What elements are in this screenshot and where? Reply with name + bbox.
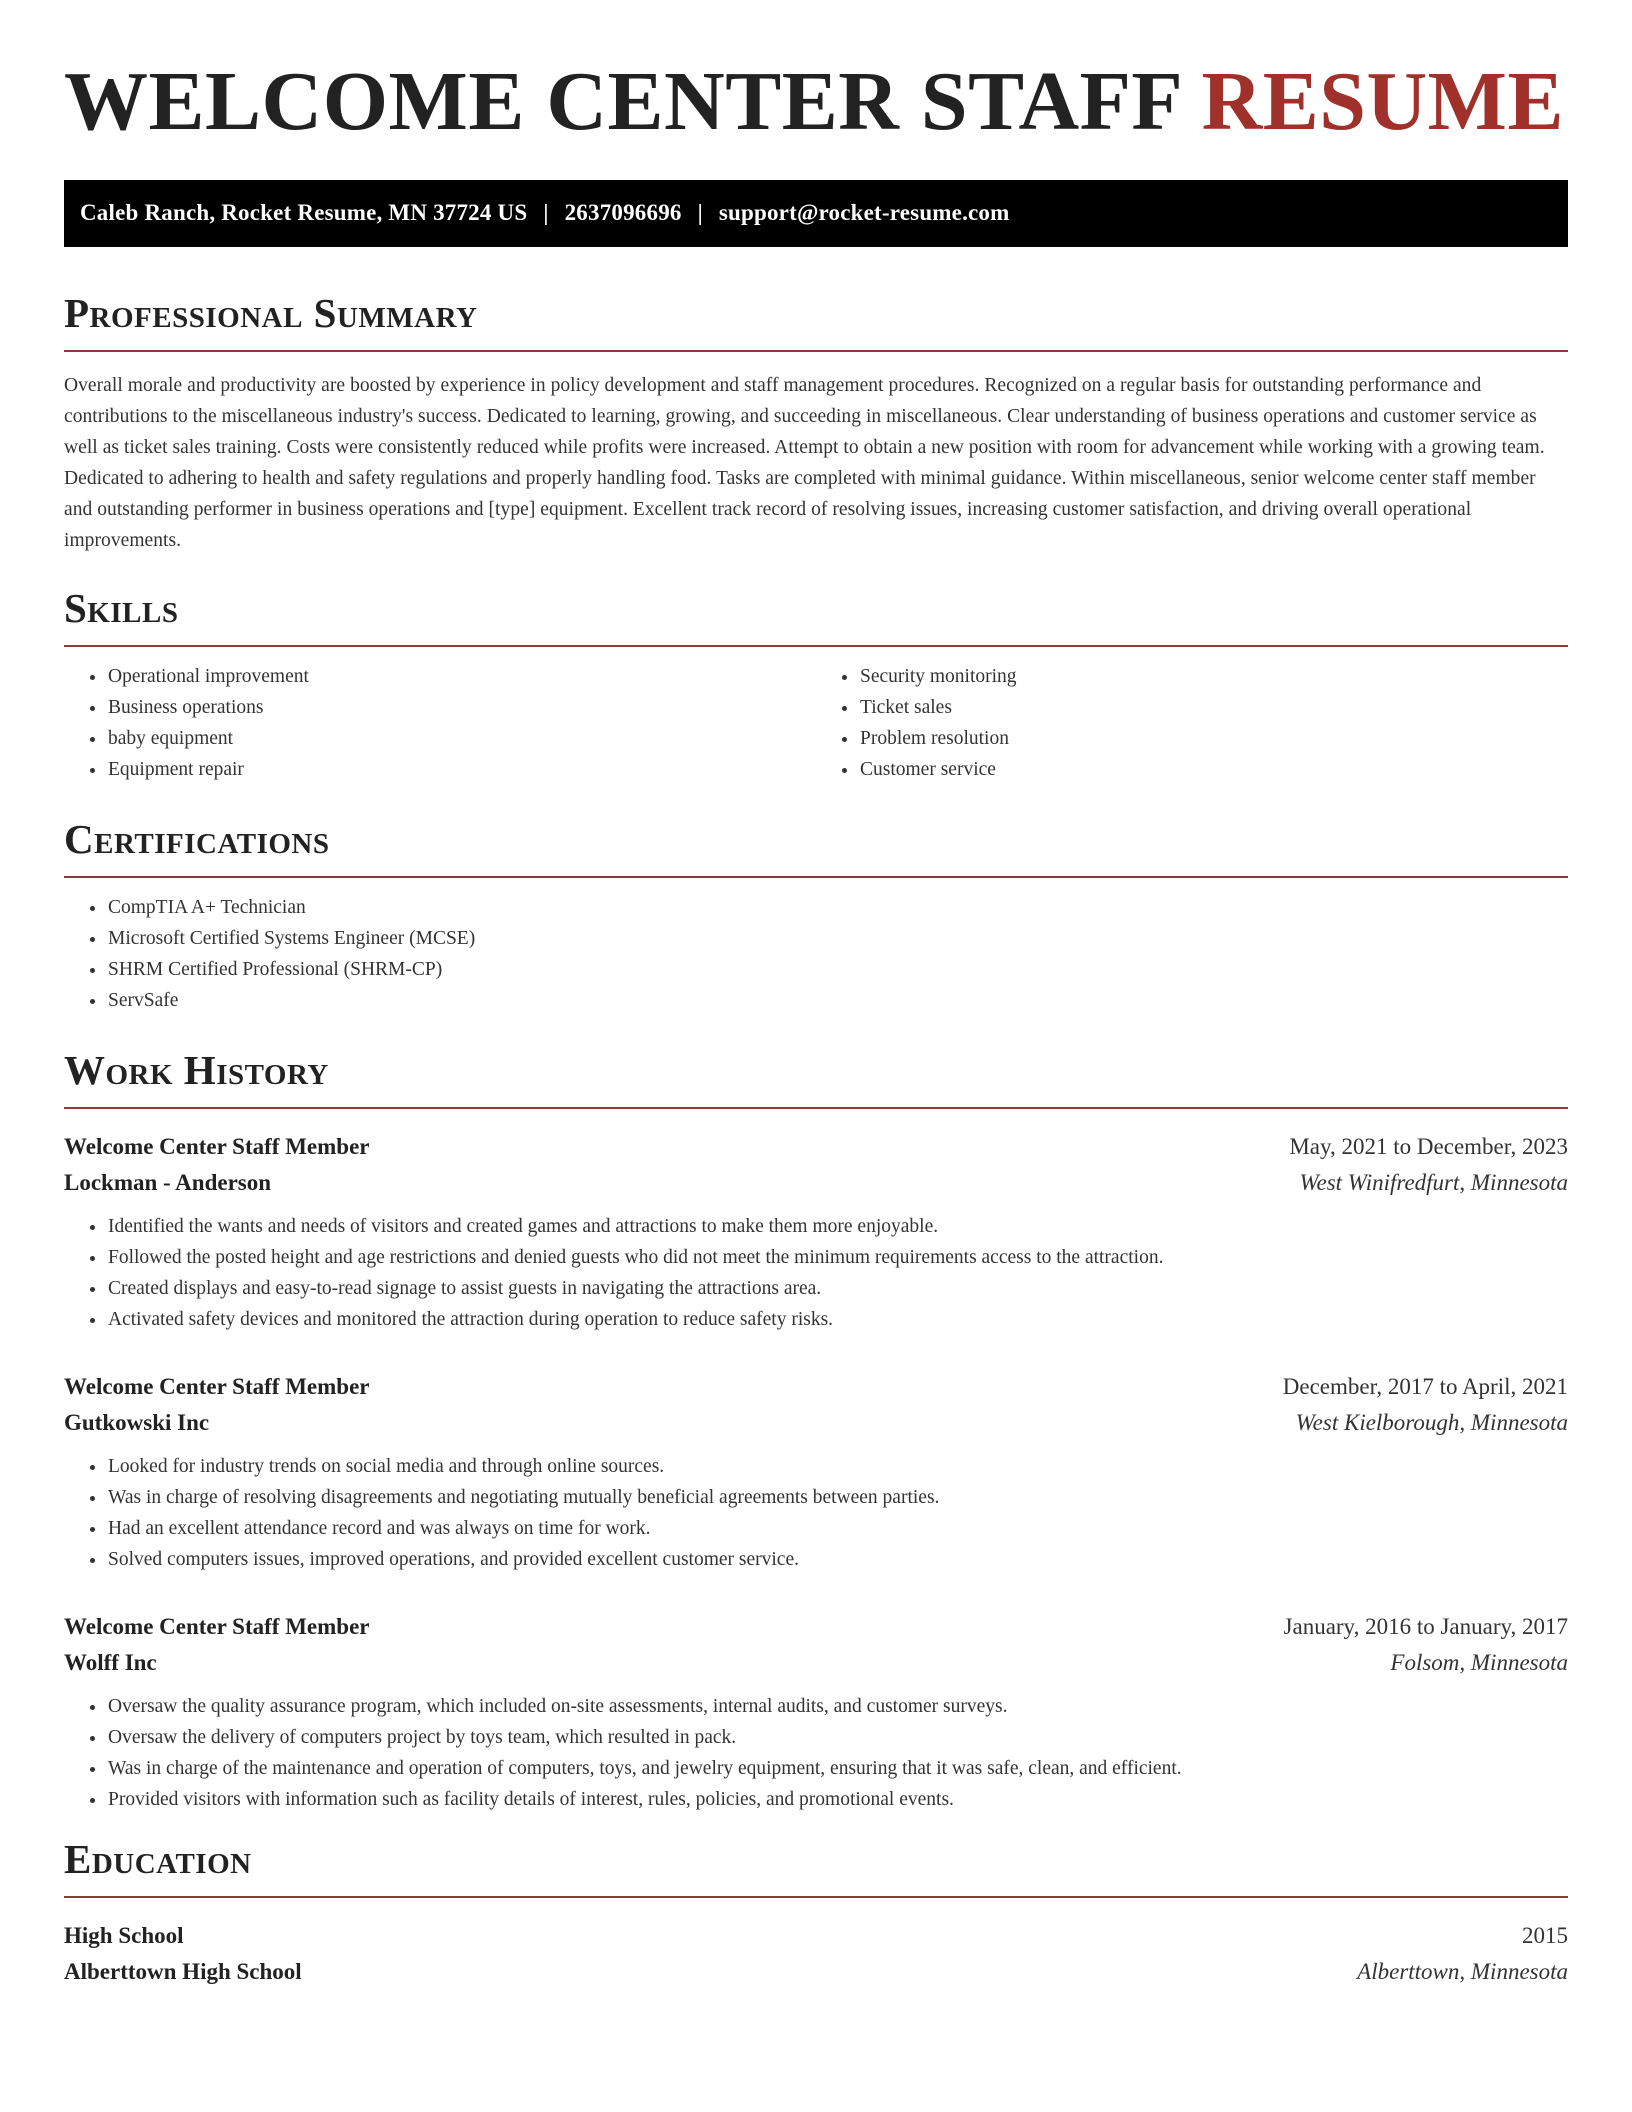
certifications-section — [64, 817, 1568, 1016]
job-location: Folsom, Minnesota — [1390, 1650, 1568, 1676]
job-bullet: • Was in charge of resolving disagreements and negotiating mutually beneficial agreements between parties. — [107, 1482, 1568, 1513]
skill-item: • Operational improvement — [107, 661, 816, 692]
job-company: Gutkowski Inc — [64, 1410, 210, 1436]
job-header-row — [64, 1129, 1568, 1165]
skills-section — [64, 586, 1568, 785]
certifications-list — [64, 892, 1568, 1016]
certification-item: • SHRM Certified Professional (SHRM-CP) — [107, 954, 1568, 985]
skill-item: • Business operations — [107, 692, 816, 723]
education-heading: Education — [64, 1837, 1568, 1898]
job-company: Wolff Inc — [64, 1650, 157, 1676]
work-section — [64, 1048, 1568, 1815]
job-header-row — [64, 1369, 1568, 1405]
certification-item: • Microsoft Certified Systems Engineer (MCSE) — [107, 923, 1568, 954]
skills-heading: Skills — [64, 586, 1568, 647]
job-bullets — [64, 1451, 1568, 1575]
job-bullet: • Identified the wants and needs of visitors and created games and attractions to make them more enjoyable. — [107, 1211, 1568, 1242]
contact-separator: | — [543, 200, 549, 226]
job-bullet: • Oversaw the delivery of computers project by toys team, which resulted in pack. — [107, 1722, 1568, 1753]
skill-item: • Security monitoring — [859, 661, 1568, 692]
job-dates: December, 2017 to April, 2021 — [1282, 1374, 1568, 1400]
education-subheader-row — [64, 1954, 1568, 1990]
contact-email: support@rocket-resume.com — [718, 200, 1010, 226]
education-year: 2015 — [1522, 1923, 1568, 1949]
job-location: West Kielborough, Minnesota — [1295, 1410, 1568, 1436]
skill-item: • Problem resolution — [859, 723, 1568, 754]
job-title: Welcome Center Staff Member — [64, 1374, 370, 1400]
job-title: Welcome Center Staff Member — [64, 1134, 370, 1160]
job-entry — [64, 1369, 1568, 1575]
job-company: Lockman - Anderson — [64, 1170, 272, 1196]
summary-text: Overall morale and productivity are boosted by experience in policy development and staff management procedures. Recognized on a regular basis for outstanding performance and contributions to the miscellaneous industry's success. Dedicated to learning, growing, and succeeding in miscellaneous. Clear understanding of business operations and customer service as well as ticket sales training. Costs were consistently reduced while profits were increased. Attempt to obtain a new position with room for advancement while working with a growing team. Dedicated to adhering to health and safety regulations and properly handling food. Tasks are completed with minimal guidance. Within miscellaneous, senior welcome center staff member and outstanding performer in business operations and [type] equipment. Excellent track record of resolving issues, increasing customer satisfaction, and driving overall operational improvements. — [64, 374, 1545, 551]
skill-item: • Ticket sales — [859, 692, 1568, 723]
job-bullets — [64, 1691, 1568, 1815]
job-subheader-row — [64, 1165, 1568, 1201]
job-bullet: • Had an excellent attendance record and was always on time for work. — [107, 1513, 1568, 1544]
certifications-heading: Certifications — [64, 817, 1568, 878]
job-subheader-row — [64, 1645, 1568, 1681]
certification-item: • CompTIA A+ Technician — [107, 892, 1568, 923]
skills-list-right — [816, 661, 1568, 785]
job-bullet: • Followed the posted height and age restrictions and denied guests who did not meet the minimum requirements access to the attraction. — [107, 1242, 1568, 1273]
job-subheader-row — [64, 1405, 1568, 1441]
job-header-row — [64, 1609, 1568, 1645]
skill-item: • Customer service — [859, 754, 1568, 785]
work-heading: Work History — [64, 1048, 1568, 1109]
education-section — [64, 1837, 1568, 1990]
contact-address: Caleb Ranch, Rocket Resume, MN 37724 US — [80, 200, 528, 226]
job-bullet: • Was in charge of the maintenance and operation of computers, toys, and jewelry equipment, ensuring that it was safe, clean, and efficient. — [107, 1753, 1568, 1784]
resume-title — [64, 52, 1568, 153]
skills-list-left — [64, 661, 816, 785]
summary-heading: Professional Summary — [64, 291, 1568, 352]
job-entry — [64, 1129, 1568, 1335]
summary-section — [64, 291, 1568, 556]
job-dates: January, 2016 to January, 2017 — [1283, 1614, 1568, 1640]
title-accent: RESUME — [1201, 55, 1564, 148]
title-main: WELCOME CENTER STAFF — [64, 55, 1181, 148]
education-degree: High School — [64, 1923, 184, 1949]
job-bullets — [64, 1211, 1568, 1335]
skill-item: • Equipment repair — [107, 754, 816, 785]
job-bullet: • Provided visitors with information such as facility details of interest, rules, policies, and promotional events. — [107, 1784, 1568, 1815]
job-bullet: • Activated safety devices and monitored the attraction during operation to reduce safety risks. — [107, 1304, 1568, 1335]
education-location: Alberttown, Minnesota — [1357, 1959, 1568, 1985]
job-bullet: • Oversaw the quality assurance program, which included on-site assessments, internal audits, and customer surveys. — [107, 1691, 1568, 1722]
skills-grid — [64, 647, 1568, 785]
job-bullet: • Created displays and easy-to-read signage to assist guests in navigating the attractions area. — [107, 1273, 1568, 1304]
job-bullet: • Solved computers issues, improved operations, and provided excellent customer service. — [107, 1544, 1568, 1575]
skill-item: • baby equipment — [107, 723, 816, 754]
job-bullet: • Looked for industry trends on social media and through online sources. — [107, 1451, 1568, 1482]
job-title: Welcome Center Staff Member — [64, 1614, 370, 1640]
certification-item: • ServSafe — [107, 985, 1568, 1016]
contact-bar — [64, 180, 1568, 247]
education-header-row — [64, 1918, 1568, 1954]
education-entry — [64, 1918, 1568, 1990]
resume-page — [64, 0, 1568, 1990]
job-dates: May, 2021 to December, 2023 — [1289, 1134, 1568, 1160]
job-entry — [64, 1609, 1568, 1815]
contact-separator: | — [697, 200, 703, 226]
job-location: West Winifredfurt, Minnesota — [1299, 1170, 1568, 1196]
contact-phone: 2637096696 — [564, 200, 682, 226]
education-school: Alberttown High School — [64, 1959, 302, 1985]
